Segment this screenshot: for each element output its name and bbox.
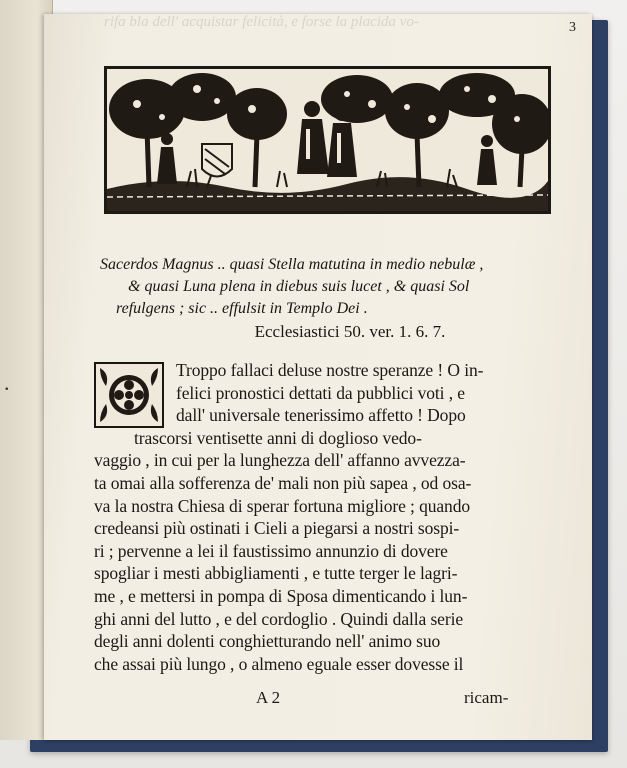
book-page: [44, 14, 592, 740]
text-line: credeansi più ostinati i Cieli a piegarsi a nostri sospi-: [94, 518, 460, 539]
woodcut-image: [107, 69, 548, 211]
page-footer: [44, 688, 592, 712]
text-line: ri ; pervenne a lei il faustissimo annunzio di dovere: [94, 540, 448, 561]
text-line: me , e mettersi in pompa di Sposa dimenticando i lun-: [94, 585, 468, 606]
left-page-edge: .: [0, 0, 53, 740]
body-text: [94, 359, 554, 675]
text-line: che assai più lungo , o almeno eguale esser dovesse il: [94, 653, 464, 674]
text-line: ghi anni del lutto , e del cordoglio . Quindi dalla serie: [94, 608, 464, 629]
text-line: Troppo fallaci deluse nostre speranze ! O in-: [176, 360, 484, 380]
epigraph-reference: Ecclesiastici 50. ver. 1. 6. 7.: [254, 322, 446, 341]
text-line: dall' universale tenerissimo affetto ! Dopo: [176, 405, 466, 426]
text-line: spogliar i mesti abbigliamenti , e tutte terger le lagri-: [94, 563, 458, 584]
catchword: ricam-: [464, 688, 509, 707]
epigraph: [100, 254, 540, 343]
text-line: ta omai alla sofferenza de' mali non più sapea , od osa-: [94, 472, 472, 493]
text-line: trascorsi ventisette anni di doglioso vedo-: [134, 427, 422, 448]
page-number: 3: [569, 20, 576, 35]
epigraph-line-1: Sacerdos Magnus .. quasi Stella matutina in medio nebulæ ,: [100, 256, 484, 273]
text-line: vaggio , in cui per la lunghezza dell' affanno avvezza-: [94, 450, 466, 471]
woodcut-illustration: [104, 66, 551, 214]
bleed-through-text: rifa bla dell' acquistar felicità, e forse la placida vo-: [104, 14, 419, 30]
epigraph-line-2: & quasi Luna plena in diebus suis lucet , & quasi Sol: [128, 278, 470, 295]
epigraph-line-3: refulgens ; sic .. effulsit in Templo Dei .: [116, 300, 368, 317]
text-line: va la nostra Chiesa di sperar fortuna migliore ; quando: [94, 495, 470, 516]
text-line: degli anni dolenti conghietturando nell' animo suo: [94, 631, 441, 652]
text-line: felici pronostici dettati da pubblici voti , e: [176, 382, 465, 403]
signature-mark: A 2: [256, 688, 281, 707]
